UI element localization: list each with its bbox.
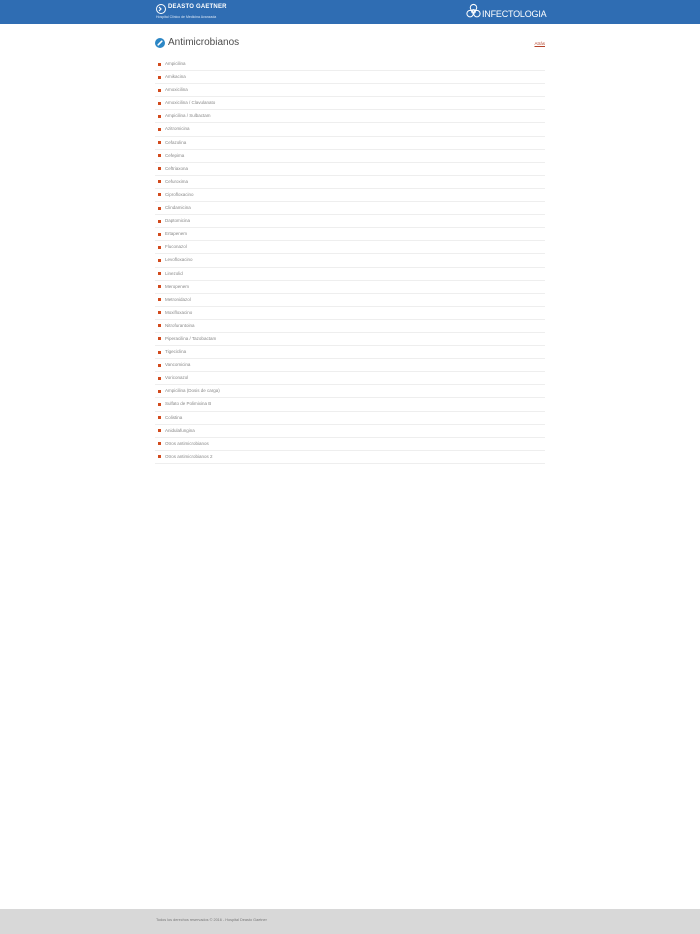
list-item[interactable] (155, 451, 545, 464)
bullet-icon (158, 298, 161, 301)
pill-icon (155, 38, 165, 48)
list-item[interactable] (155, 254, 545, 267)
drug-name: Meropenem (165, 283, 190, 289)
drug-name: Cefepima (165, 152, 185, 158)
list-item[interactable] (155, 307, 545, 320)
list-item[interactable] (155, 163, 545, 176)
bullet-icon (158, 220, 161, 223)
drug-name: Piperacilina / Tazobactam (165, 335, 217, 341)
list-item[interactable] (155, 372, 545, 385)
bullet-icon (158, 207, 161, 210)
list-item[interactable] (155, 110, 545, 123)
bullet-icon (158, 351, 161, 354)
list-item[interactable] (155, 346, 545, 359)
top-header-bar (0, 0, 700, 24)
drug-name: Ertapenem (165, 231, 188, 237)
drug-name: Sulfato de Polimixina B (165, 401, 212, 407)
bullet-icon (158, 390, 161, 393)
list-item[interactable] (155, 150, 545, 163)
drug-name: Ceftriaxona (165, 165, 189, 171)
infectologia-logo[interactable] (465, 3, 545, 21)
bullet-icon (158, 259, 161, 262)
drug-name: Colistina (165, 414, 183, 420)
list-item[interactable] (155, 84, 545, 97)
bullet-icon (158, 285, 161, 288)
bullet-icon (158, 193, 161, 196)
bullet-icon (158, 403, 161, 406)
list-item[interactable] (155, 228, 545, 241)
drug-name: Ampicilina / Sulbactam (165, 113, 211, 119)
hospital-name: DEASTO GAETNER (168, 4, 227, 10)
drug-name: Amoxicilina / Clavulanato (165, 100, 216, 106)
bullet-icon (158, 102, 161, 105)
list-item[interactable] (155, 241, 545, 254)
list-item[interactable] (155, 359, 545, 372)
drug-name: Nitrofurantoina (165, 322, 195, 328)
drug-name: Voriconazol (165, 375, 189, 381)
list-item[interactable] (155, 268, 545, 281)
bullet-icon (158, 154, 161, 157)
drug-name: Daptomicina (165, 218, 191, 224)
list-item[interactable] (155, 333, 545, 346)
bullet-icon (158, 246, 161, 249)
drug-name: Levofloxacino (165, 257, 193, 263)
drug-name: Anidulafungina (165, 427, 195, 433)
bullet-icon (158, 167, 161, 170)
bullet-icon (158, 324, 161, 327)
drug-name: Azitromicina (165, 126, 190, 132)
list-item[interactable] (155, 412, 545, 425)
list-item[interactable] (155, 58, 545, 71)
drug-name: Fluconazol (165, 244, 187, 250)
list-item[interactable] (155, 385, 545, 398)
bullet-icon (158, 337, 161, 340)
back-link[interactable]: Atrás (534, 41, 545, 46)
hospital-logo-icon (156, 4, 166, 14)
list-item[interactable] (155, 176, 545, 189)
bullet-icon (158, 455, 161, 458)
list-item[interactable] (155, 71, 545, 84)
drug-name: Moxifloxacino (165, 309, 193, 315)
bullet-icon (158, 311, 161, 314)
list-item[interactable] (155, 123, 545, 136)
bullet-icon (158, 377, 161, 380)
bullet-icon (158, 76, 161, 79)
list-item[interactable] (155, 281, 545, 294)
drug-name: Linezolid (165, 270, 183, 276)
bullet-icon (158, 115, 161, 118)
hospital-logo[interactable] (156, 3, 246, 21)
drug-name: Amikacina (165, 74, 186, 80)
list-item[interactable] (155, 189, 545, 202)
drug-name: Ampicilina (165, 61, 186, 66)
drug-name: Ciprofloxacino (165, 191, 194, 197)
drug-name: Otros antimicrobianos 2 (165, 453, 213, 459)
antimicrobial-list (155, 58, 545, 464)
footer-copyright: Todos los derechos reservados © 2016 - Hospital Deasto Gaetner (156, 918, 267, 922)
bullet-icon (158, 429, 161, 432)
bullet-icon (158, 442, 161, 445)
list-item[interactable] (155, 425, 545, 438)
list-item[interactable] (155, 320, 545, 333)
drug-name: Tigeciclina (165, 349, 187, 355)
bullet-icon (158, 89, 161, 92)
bullet-icon (158, 128, 161, 131)
page-title: Antimicrobianos (168, 37, 240, 48)
list-item[interactable] (155, 294, 545, 307)
drug-name: Metronidazol (165, 296, 191, 302)
drug-name: Vancomicina (165, 362, 191, 368)
bullet-icon (158, 272, 161, 275)
list-item[interactable] (155, 438, 545, 451)
drug-name: Cefazolina (165, 139, 187, 145)
bullet-icon (158, 364, 161, 367)
biohazard-icon (465, 3, 482, 20)
drug-name: Cefuroxima (165, 178, 189, 184)
bullet-icon (158, 180, 161, 183)
bullet-icon (158, 233, 161, 236)
list-item[interactable] (155, 137, 545, 150)
drug-name: Otros antimicrobianos (165, 440, 209, 446)
hospital-tagline: Hospital Clinico de Medicina Avanzada (156, 15, 217, 19)
main-content (155, 36, 545, 464)
bullet-icon (158, 416, 161, 419)
drug-name: Ampicilina (Dosis de carga) (165, 388, 220, 394)
infectologia-title: INFECTOLOGIA (482, 9, 547, 19)
page-footer (0, 909, 700, 934)
list-item[interactable] (155, 398, 545, 411)
bullet-icon (158, 63, 161, 66)
drug-name: Clindamicina (165, 205, 191, 211)
list-item[interactable] (155, 202, 545, 215)
bullet-icon (158, 141, 161, 144)
list-item[interactable] (155, 97, 545, 110)
page-header (155, 36, 545, 56)
list-item[interactable] (155, 215, 545, 228)
drug-name: Amoxicilina (165, 87, 188, 93)
